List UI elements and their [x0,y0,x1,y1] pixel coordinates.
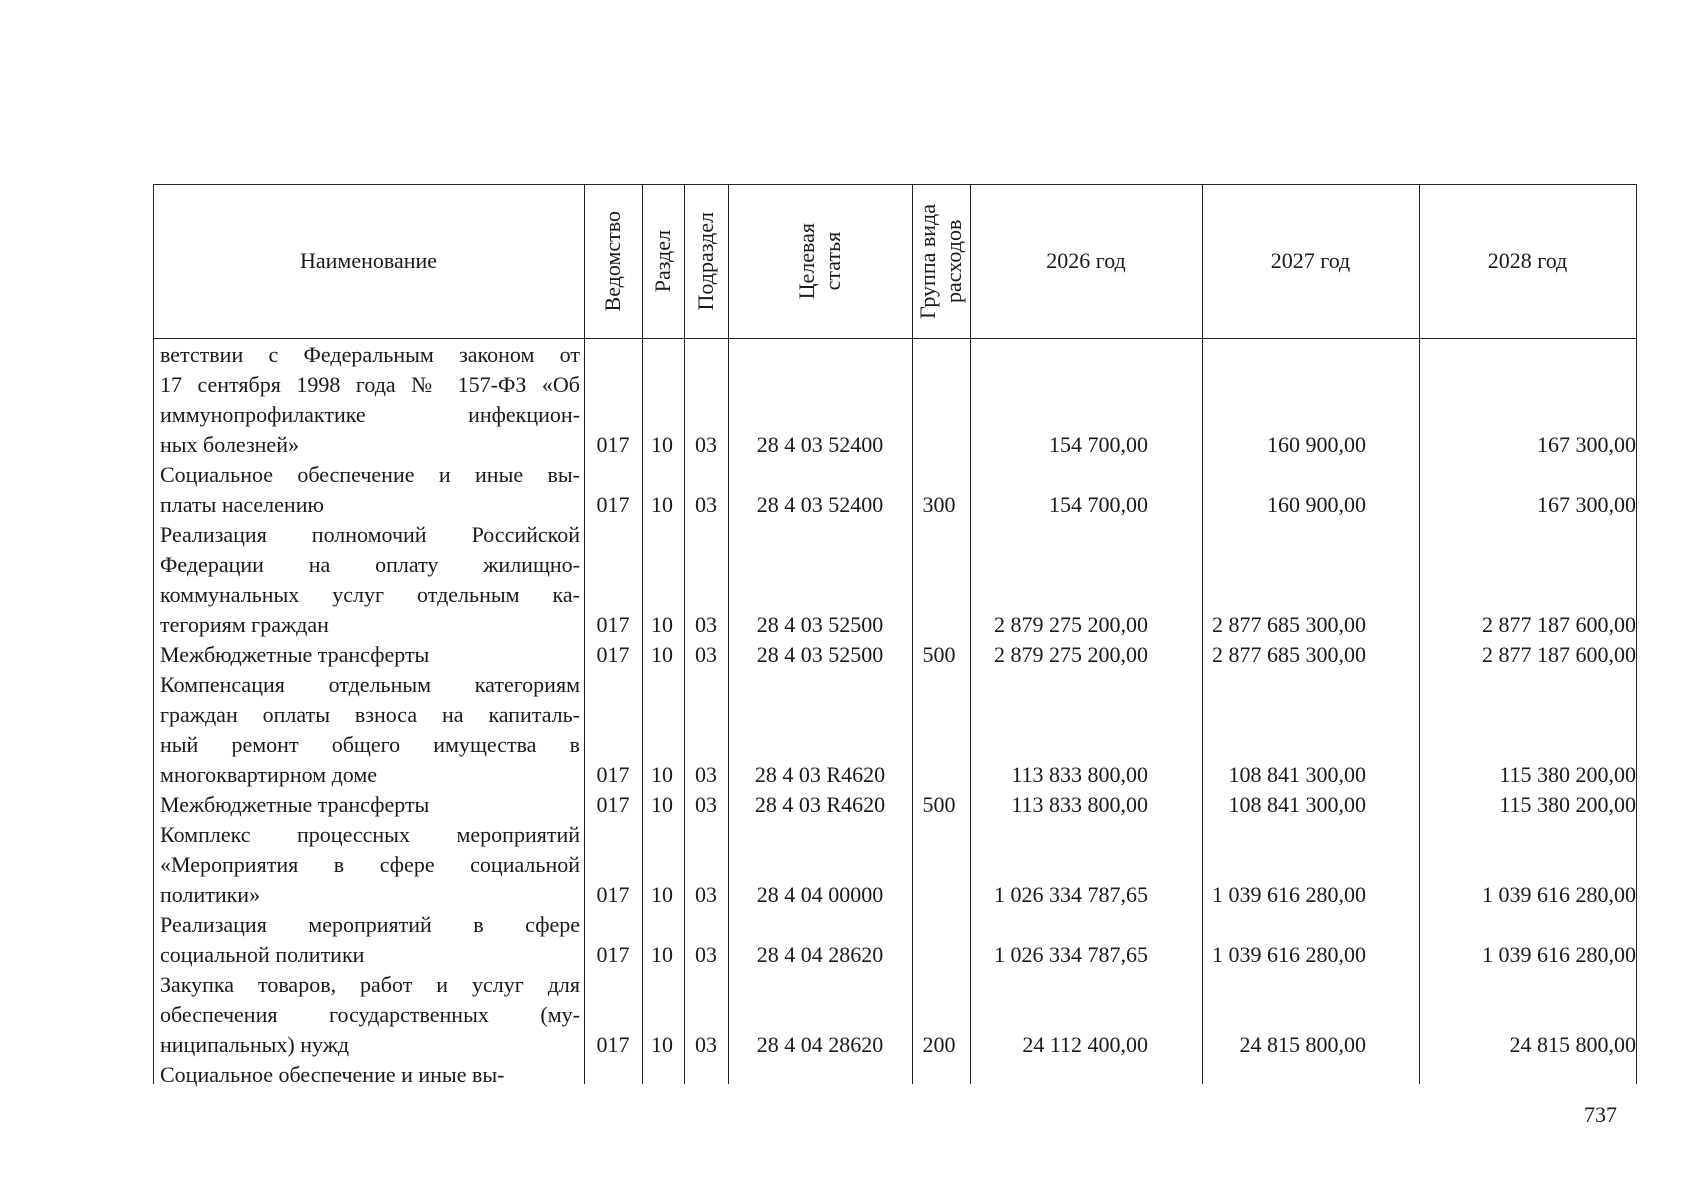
cell-y2026: 1 026 334 787,65 [994,882,1148,907]
cell-podr: 03 [695,882,717,907]
cell-y2026: 1 026 334 787,65 [994,942,1148,967]
table-row [153,640,1636,670]
cell-y2026: 24 112 400,00 [1022,1032,1148,1057]
cell-y2026: 113 833 800,00 [1011,792,1148,817]
cell-y2028: 1 039 616 280,00 [1482,882,1636,907]
row-name [160,460,580,520]
row-name-line: Социальное обеспечение и иные вы- [160,1062,505,1087]
header-grp: Группа вида расходов [915,203,966,319]
row-name-line: «Мероприятия в сфере социальной [160,852,580,877]
cell-razd: 10 [651,942,673,967]
row-name-line: социальной политики [160,942,365,967]
cell-razd: 10 [651,1032,673,1057]
cell-y2028: 2 877 187 600,00 [1482,642,1636,667]
row-name-line: 17 сентября 1998 года № 157-ФЗ «Об [160,372,580,397]
cell-razd: 10 [651,432,673,457]
row-name [160,910,580,970]
table-row [153,460,1636,520]
row-name-line: коммунальных услуг отдельным ка- [160,582,580,607]
cell-y2028: 1 039 616 280,00 [1482,942,1636,967]
header-2027: 2027 год [1270,248,1351,273]
cell-podr: 03 [695,432,717,457]
header-name: Наименование [299,248,438,273]
cell-y2027: 24 815 800,00 [1239,1032,1366,1057]
row-name-line: Межбюджетные трансферты [160,792,430,817]
cell-ved: 017 [596,792,630,817]
cell-podr: 03 [695,762,717,787]
row-name-line: ниципальных) нужд [160,1032,350,1057]
cell-ved: 017 [596,432,630,457]
header-2028: 2028 год [1487,248,1568,273]
cell-ved: 017 [596,762,630,787]
cell-y2027: 1 039 616 280,00 [1212,882,1366,907]
cell-cel: 28 4 04 28620 [756,1032,884,1057]
row-name-line: Реализация мероприятий в сфере [160,912,580,937]
cell-y2026: 2 879 275 200,00 [994,642,1148,667]
row-name [160,670,580,790]
row-name-line: обеспечения государственных (му- [160,1002,580,1027]
cell-y2028: 167 300,00 [1537,432,1636,457]
header-razd: Раздел [650,229,675,293]
cell-y2028: 24 815 800,00 [1509,1032,1636,1057]
cell-cel: 28 4 04 28620 [756,942,884,967]
row-name-line: ный ремонт общего имущества в [160,732,580,757]
cell-y2027: 108 841 300,00 [1228,762,1366,787]
header-ved: Ведомство [600,210,625,312]
row-name-line: Комплекс процессных мероприятий [160,822,580,847]
cell-ved: 017 [596,612,630,637]
table-row [153,820,1636,910]
cell-podr: 03 [695,942,717,967]
cell-y2028: 115 380 200,00 [1499,792,1636,817]
row-name-line: иммунопрофилактике инфекцион- [160,402,580,427]
row-name-line: многоквартирном доме [160,762,378,787]
cell-podr: 03 [695,492,717,517]
row-name [160,520,580,640]
cell-podr: 03 [695,792,717,817]
cell-ved: 017 [596,1032,630,1057]
row-name-line: граждан оплаты взноса на капиталь- [160,702,580,727]
cell-cel: 28 4 03 52400 [756,432,884,457]
table-row [153,670,1636,790]
row-name [160,790,580,820]
cell-grp: 200 [922,1032,956,1057]
cell-y2026: 2 879 275 200,00 [994,612,1148,637]
table-row [153,790,1636,820]
cell-cel: 28 4 03 52500 [756,642,884,667]
cell-ved: 017 [596,642,630,667]
cell-cel: 28 4 03 R4620 [754,762,886,787]
cell-grp: 500 [922,792,956,817]
cell-razd: 10 [651,882,673,907]
cell-podr: 03 [695,612,717,637]
header-bottom-border [153,338,1636,339]
row-name [160,1060,580,1090]
row-name-line: ных болезней» [160,432,299,457]
row-name-line: Компенсация отдельным категориям [160,672,580,697]
header-2026: 2026 год [1046,248,1126,273]
cell-ved: 017 [596,882,630,907]
cell-y2026: 154 700,00 [1049,492,1148,517]
cell-podr: 03 [695,642,717,667]
cell-podr: 03 [695,1032,717,1057]
cell-y2027: 2 877 685 300,00 [1212,642,1366,667]
cell-cel: 28 4 03 R4620 [754,792,886,817]
cell-y2028: 2 877 187 600,00 [1482,612,1636,637]
page-number: 737 [1584,1102,1617,1127]
row-name-line: ветствии с Федеральным законом от [160,342,580,367]
row-name-line: политики» [160,882,261,907]
row-name-line: Межбюджетные трансферты [160,642,430,667]
cell-ved: 017 [596,942,630,967]
cell-ved: 017 [596,492,630,517]
cell-y2027: 160 900,00 [1267,432,1366,457]
cell-y2027: 2 877 685 300,00 [1212,612,1366,637]
header-podr: Подраздел [693,211,718,311]
cell-y2027: 160 900,00 [1267,492,1366,517]
table-row [153,340,1636,460]
cell-y2028: 167 300,00 [1537,492,1636,517]
row-name-line: Федерации на оплату жилищно- [160,552,580,577]
cell-cel: 28 4 04 00000 [756,882,884,907]
table-row [153,970,1636,1060]
table-row [153,520,1636,640]
cell-razd: 10 [651,762,673,787]
cell-grp: 300 [922,492,956,517]
cell-y2027: 1 039 616 280,00 [1212,942,1366,967]
cell-cel: 28 4 03 52500 [756,612,884,637]
cell-razd: 10 [651,612,673,637]
cell-razd: 10 [651,492,673,517]
row-name-line: тегориям граждан [160,612,329,637]
row-name-line: Реализация полномочий Российской [160,522,580,547]
cell-razd: 10 [651,792,673,817]
cell-y2028: 115 380 200,00 [1499,762,1636,787]
cell-y2026: 113 833 800,00 [1011,762,1148,787]
cell-grp: 500 [922,642,956,667]
cell-cel: 28 4 03 52400 [756,492,884,517]
row-name [160,820,580,910]
cell-y2027: 108 841 300,00 [1228,792,1366,817]
table-row [153,1060,1636,1090]
cell-razd: 10 [651,642,673,667]
row-name [160,340,580,460]
table-row [153,910,1636,970]
row-name-line: платы населению [160,492,324,517]
cell-y2026: 154 700,00 [1049,432,1148,457]
row-name-line: Социальное обеспечение и иные вы- [160,462,580,487]
row-name [160,640,580,670]
col-border [1636,184,1637,1084]
header-cel: Целевая статья [794,222,845,300]
row-name [160,970,580,1060]
row-name-line: Закупка товаров, работ и услуг для [160,972,580,997]
